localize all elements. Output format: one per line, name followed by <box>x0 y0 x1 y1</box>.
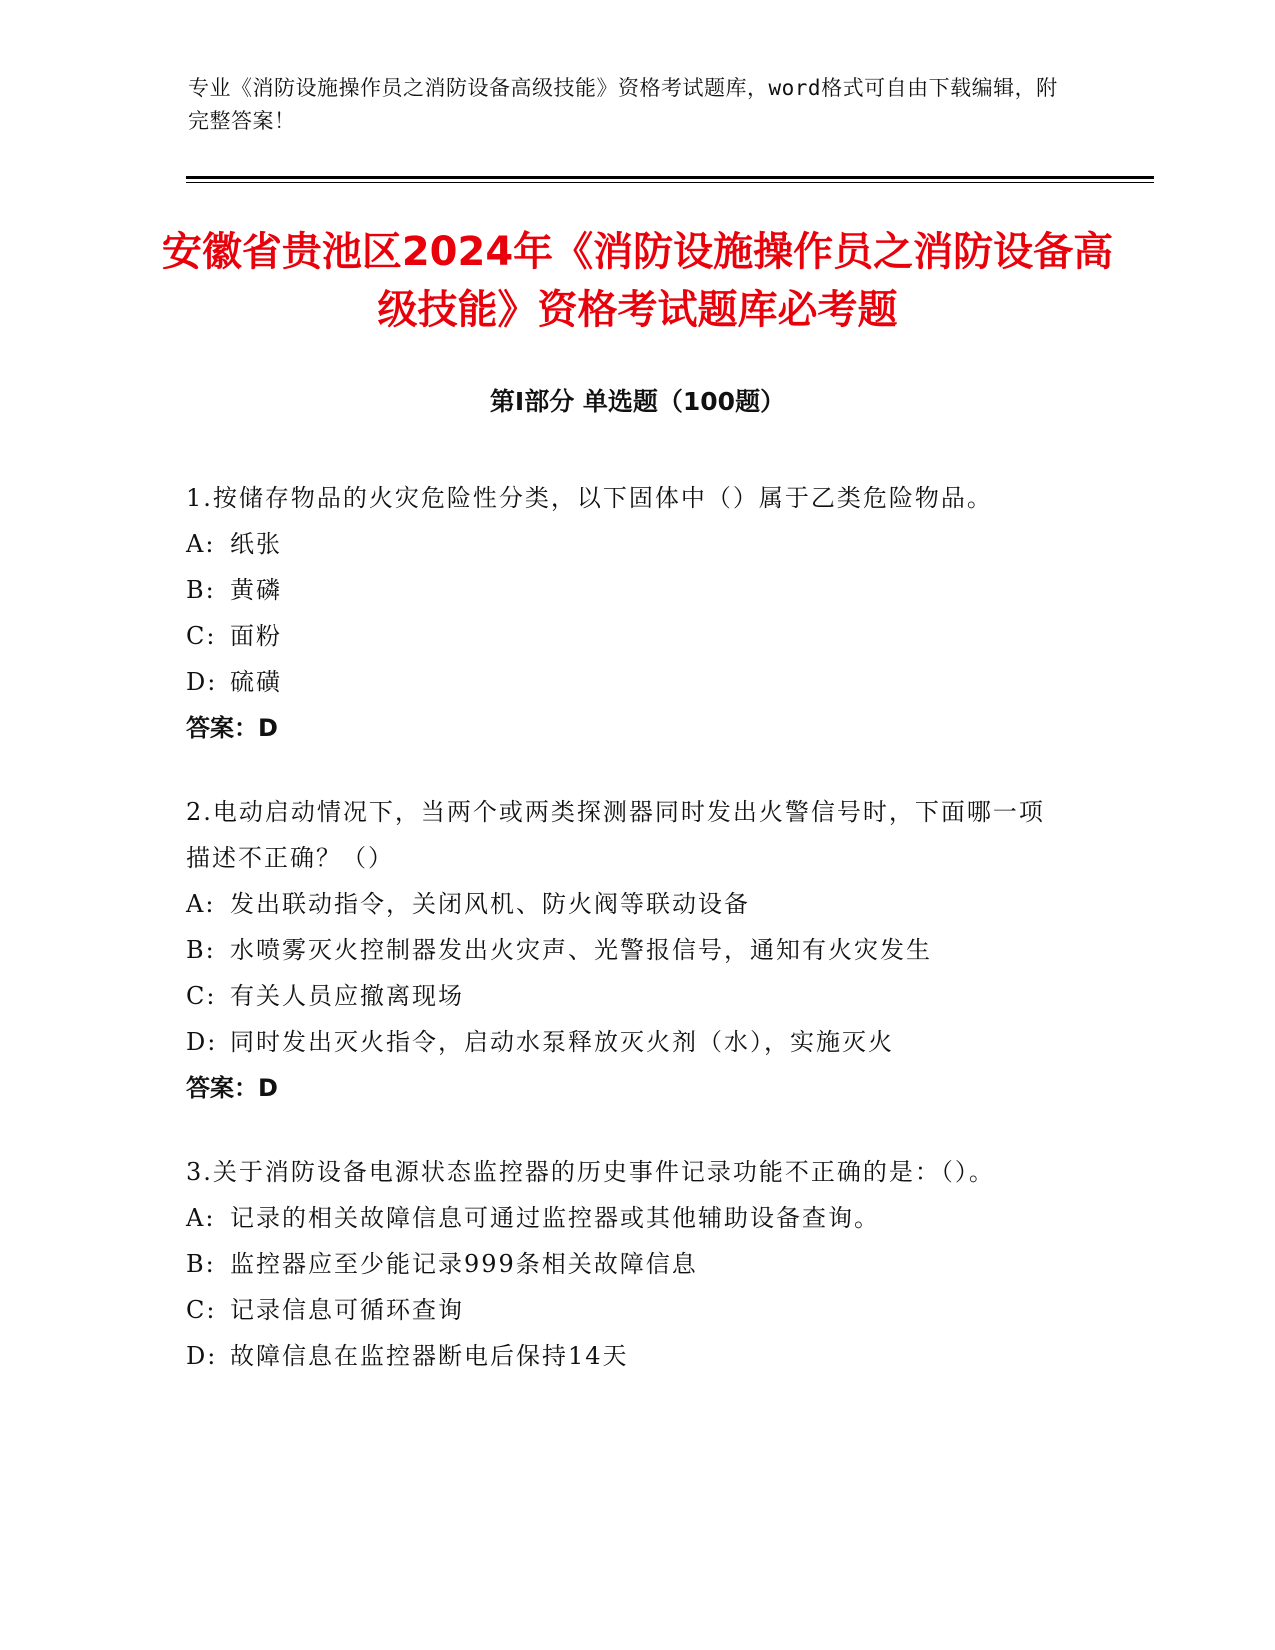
question-3 <box>186 1149 1066 1379</box>
option-d <box>186 1333 1066 1379</box>
option-text: 硫磺 <box>230 668 282 696</box>
option-letter: B: <box>186 1250 216 1278</box>
option-letter: B: <box>186 936 216 964</box>
question-1 <box>186 475 1066 751</box>
question-stem: 1.按储存物品的火灾危险性分类，以下固体中（）属于乙类危险物品。 <box>186 484 993 512</box>
option-text: 水喷雾灭火控制器发出火灾声、光警报信号，通知有火灾发生 <box>230 936 932 964</box>
option-letter: D: <box>186 1028 218 1056</box>
option-letter: A: <box>186 530 216 558</box>
option-text: 监控器应至少能记录999条相关故障信息 <box>230 1250 698 1278</box>
option-letter: D: <box>186 668 218 696</box>
section-heading: 第I部分 单选题（100题） <box>489 387 786 416</box>
option-letter: C: <box>186 1296 217 1324</box>
question-stem: 3.关于消防设备电源状态监控器的历史事件记录功能不正确的是：（）。 <box>186 1158 995 1186</box>
option-text: 有关人员应撤离现场 <box>230 982 464 1010</box>
option-d <box>186 1019 1066 1065</box>
option-letter: C: <box>186 982 217 1010</box>
option-text: 纸张 <box>230 530 282 558</box>
header-rule-thin <box>186 182 1154 183</box>
option-text: 同时发出灭火指令，启动水泵释放灭火剂（水），实施灭火 <box>230 1028 894 1056</box>
option-c <box>186 613 1066 659</box>
option-d <box>186 659 1066 705</box>
option-a <box>186 521 1066 567</box>
answer-line: 答案：D <box>186 714 278 742</box>
header-rule-thick <box>186 176 1154 179</box>
option-letter: D: <box>186 1342 218 1370</box>
option-letter: A: <box>186 890 216 918</box>
option-text: 发出联动指令，关闭风机、防火阀等联动设备 <box>230 890 750 918</box>
option-text: 故障信息在监控器断电后保持14天 <box>230 1342 629 1370</box>
option-text: 记录的相关故障信息可通过监控器或其他辅助设备查询。 <box>230 1204 880 1232</box>
option-a <box>186 881 1066 927</box>
question-2 <box>186 789 1066 1111</box>
answer-line: 答案：D <box>186 1074 278 1102</box>
option-a <box>186 1195 1066 1241</box>
option-c <box>186 1287 1066 1333</box>
question-stem: 2.电动启动情况下，当两个或两类探测器同时发出火警信号时，下面哪一项描述不正确？（） <box>186 798 1045 872</box>
option-text: 面粉 <box>230 622 282 650</box>
document-title: 安徽省贵池区2024年《消防设施操作员之消防设备高级技能》资格考试题库必考题 <box>161 229 1114 333</box>
option-c <box>186 973 1066 1019</box>
option-b <box>186 927 1066 973</box>
option-text: 记录信息可循环查询 <box>230 1296 464 1324</box>
option-b <box>186 1241 1066 1287</box>
option-b <box>186 567 1066 613</box>
option-text: 黄磷 <box>230 576 282 604</box>
question-list <box>186 475 1066 1417</box>
header-note: 专业《消防设施操作员之消防设备高级技能》资格考试题库，word格式可自由下载编辑，附完整答案！ <box>188 76 1058 133</box>
option-letter: A: <box>186 1204 216 1232</box>
option-letter: C: <box>186 622 217 650</box>
option-letter: B: <box>186 576 216 604</box>
